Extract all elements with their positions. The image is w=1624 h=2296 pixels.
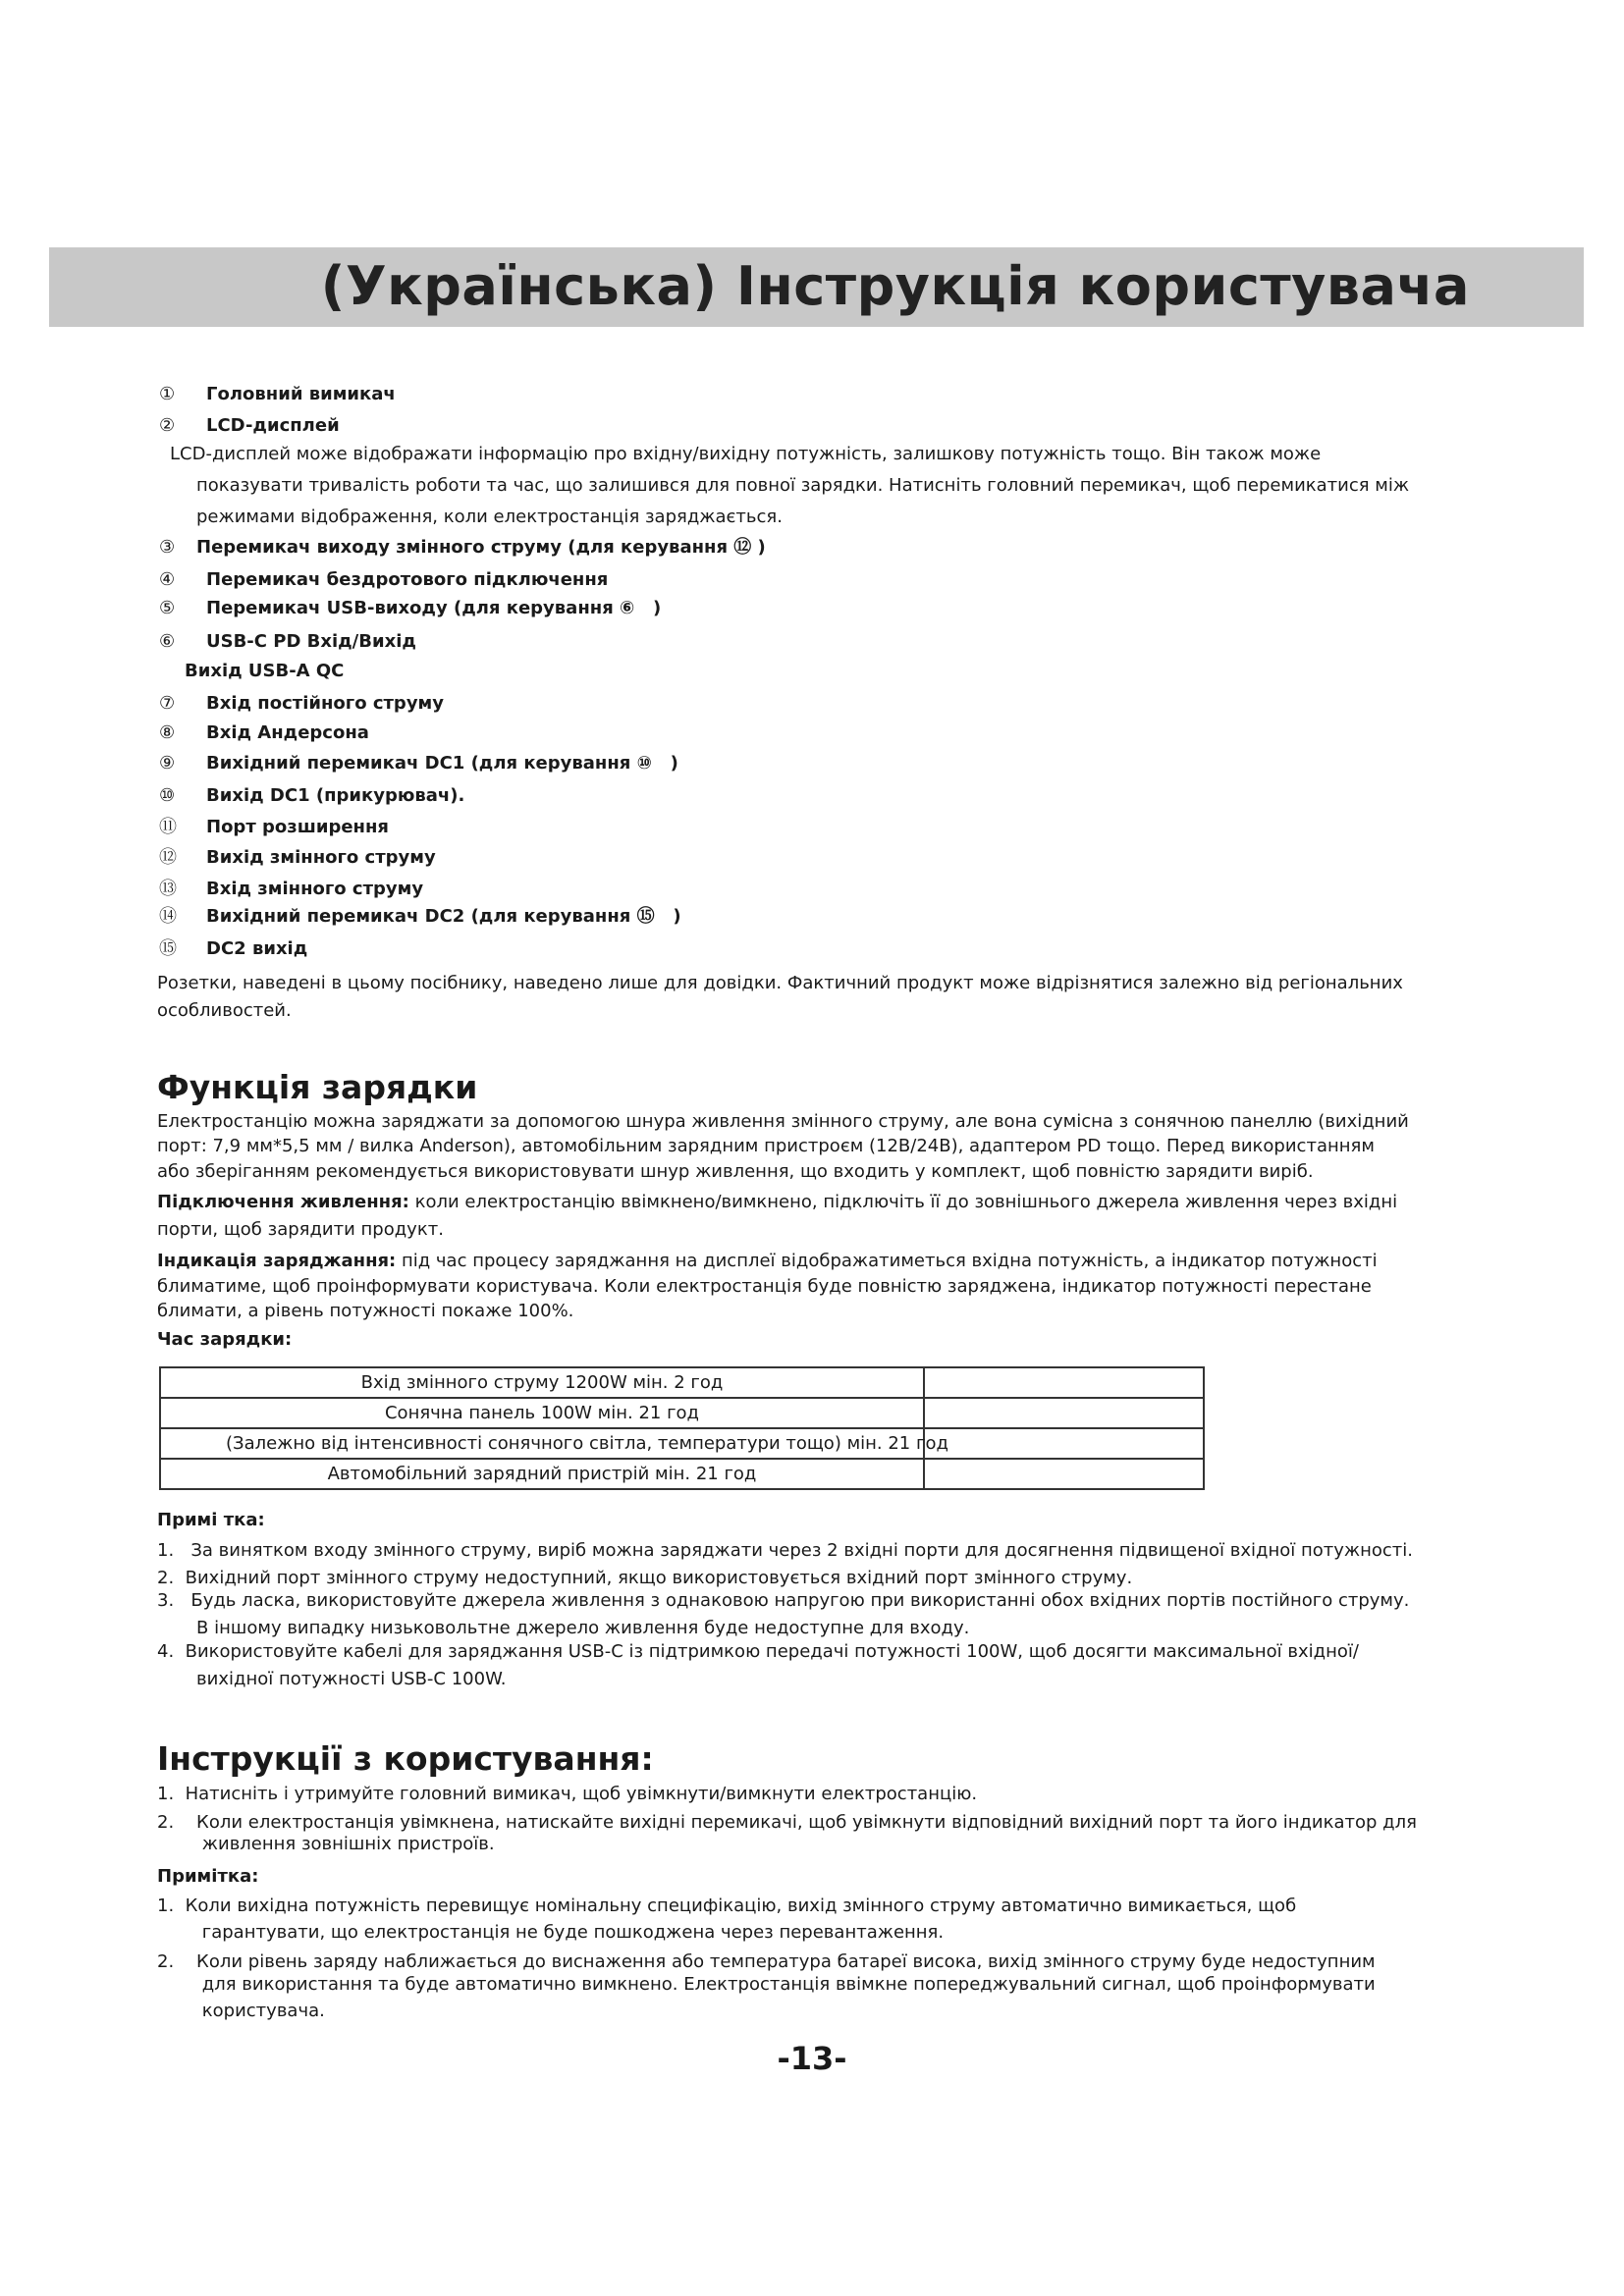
- component-item: Вихід змінного струму: [206, 847, 436, 868]
- component-item: Вихідний перемикач DC1 (для керування ⑩ ): [206, 753, 678, 774]
- item-number: ⑥: [159, 631, 176, 652]
- connect-line: порти, щоб зарядити продукт.: [157, 1219, 444, 1240]
- item-number: ⑪: [159, 817, 177, 837]
- component-item: Вхід Андерсона: [206, 722, 369, 743]
- notes-label: Примі тка:: [157, 1510, 265, 1530]
- usage-note: 1. Коли вихідна потужність перевищує номінальну специфікацію, вихід змінного струму автоматично вимикається, щоб: [157, 1896, 1297, 1916]
- component-item: Перемикач виходу змінного струму (для керування ⑫ ): [196, 537, 766, 558]
- charging-intro: або зберіганням рекомендується використовувати шнур живлення, що входить у комплект, щоб повністю зарядити виріб.: [157, 1161, 1314, 1182]
- table-cell: [924, 1367, 1204, 1398]
- component-item: Вихід DC1 (прикурювач).: [206, 785, 465, 806]
- charging-intro: порт: 7,9 мм*5,5 мм / вилка Anderson), автомобільним зарядним пристроєм (12В/24В), адаптером PD тощо. Перед використанням: [157, 1136, 1375, 1156]
- item-number: ⑫: [159, 847, 177, 868]
- indication-line: блимати, а рівень потужності покаже 100%.: [157, 1301, 574, 1321]
- indication-line: під час процесу заряджання на дисплеї відображатиметься вхідна потужність, а індикатор потужності: [396, 1251, 1378, 1271]
- item-number: ⑤: [159, 598, 176, 618]
- table-cell: (Залежно від інтенсивності сонячного світла, температури тощо) мін. 21 год: [160, 1428, 924, 1459]
- lcd-desc: LCD-дисплей може відображати інформацію про вхідну/вихідну потужність, залишкову потужність тощо. Він також може: [170, 444, 1322, 464]
- note-item: В іншому випадку низьковольтне джерело живлення буде недоступне для входу.: [157, 1618, 970, 1638]
- item-number: ④: [159, 569, 176, 590]
- indication-line: блиматиме, щоб проінформувати користувача. Коли електростанція буде повністю заряджена, індикатор потужності перестане: [157, 1276, 1372, 1297]
- component-item: LCD-дисплей: [206, 415, 340, 436]
- table-row: [160, 1459, 1204, 1489]
- usage-note: для використання та буде автоматично вимкнено. Електростанція ввімкне попереджувальний сигнал, щоб проінформувати: [157, 1974, 1376, 1995]
- table-cell: Автомобільний зарядний пристрій мін. 21 год: [160, 1459, 924, 1489]
- lcd-desc: режимами відображення, коли електростанція заряджається.: [196, 507, 783, 527]
- table-cell: Вхід змінного струму 1200W мін. 2 год: [160, 1367, 924, 1398]
- page-number: -13-: [777, 2040, 847, 2077]
- item-number: ①: [159, 384, 176, 404]
- charge-time-label: Час зарядки:: [157, 1329, 293, 1350]
- table-row: [160, 1428, 1204, 1459]
- indication-label: Індикація заряджання:: [157, 1251, 397, 1271]
- item-number: ⑧: [159, 722, 176, 743]
- title-banner: [49, 247, 1584, 327]
- section-heading-charging: Функція зарядки: [157, 1068, 478, 1106]
- connect-text: [157, 1192, 1397, 1213]
- usage-note: користувача.: [157, 2001, 325, 2021]
- item-number: ⑬: [159, 879, 177, 899]
- connect-line: коли електростанцію ввімкнено/вимкнено, підключіть її до зовнішнього джерела живлення через вхідні: [408, 1192, 1398, 1212]
- table-cell: [924, 1398, 1204, 1428]
- charge-time-table: [159, 1366, 1205, 1490]
- component-item: Перемикач бездротового підключення: [206, 569, 609, 590]
- component-item: USB-C PD Вхід/Вихід: [206, 631, 416, 652]
- component-item: Вхід змінного струму: [206, 879, 424, 899]
- note-item: 1. За винятком входу змінного струму, виріб можна заряджати через 2 вхідні порти для досягнення підвищеної вхідної потужності.: [157, 1540, 1414, 1561]
- table-cell: [924, 1459, 1204, 1489]
- usage-item: 1. Натисніть і утримуйте головний вимикач, щоб увімкнути/вимкнути електростанцію.: [157, 1784, 978, 1804]
- usage-note: 2. Коли рівень заряду наближається до виснаження або температура батареї висока, вихід змінного струму буде недоступним: [157, 1951, 1376, 1972]
- usage-item: живлення зовнішніх пристроїв.: [157, 1834, 495, 1854]
- note-text: особливостей.: [157, 1000, 292, 1021]
- table-row: [160, 1398, 1204, 1428]
- component-item: Перемикач USB-виходу (для керування ⑥ ): [206, 598, 662, 618]
- component-item: DC2 вихід: [206, 938, 308, 959]
- note-item: 4. Використовуйте кабелі для заряджання USB-C із підтримкою передачі потужності 100W, щоб досягти максимальної вхідної/: [157, 1641, 1359, 1662]
- item-number: ⑭: [159, 906, 177, 927]
- component-item: Головний вимикач: [206, 384, 396, 404]
- item-number: ③: [159, 537, 176, 558]
- note-text: Розетки, наведені в цьому посібнику, наведено лише для довідки. Фактичний продукт може відрізнятися залежно від регіональних: [157, 973, 1403, 993]
- note-item: 3. Будь ласка, використовуйте джерела живлення з однаковою напругою при використанні обох вхідних портів постійного струму.: [157, 1590, 1410, 1611]
- usage-item: 2. Коли електростанція увімкнена, натискайте вихідні перемикачі, щоб увімкнути відповідний вихідний порт та його індикатор для: [157, 1812, 1417, 1833]
- item-number: ⑦: [159, 693, 176, 714]
- item-number: ⑨: [159, 753, 176, 774]
- item-number: ②: [159, 415, 176, 436]
- lcd-desc: показувати тривалість роботи та час, що залишився для повної зарядки. Натисніть головний перемикач, щоб перемикатися між: [196, 475, 1410, 496]
- item-number: ⑩: [159, 785, 176, 806]
- component-item: Вихід USB-A QC: [185, 661, 345, 681]
- connect-label: Підключення живлення:: [157, 1192, 409, 1212]
- section-heading-usage: Інструкції з користування:: [157, 1739, 654, 1778]
- component-item: Вхід постійного струму: [206, 693, 444, 714]
- table-row: [160, 1367, 1204, 1398]
- component-item: Порт розширення: [206, 817, 389, 837]
- note-item: 2. Вихідний порт змінного струму недоступний, якщо використовується вхідний порт змінного струму.: [157, 1568, 1133, 1588]
- table-cell: [924, 1428, 1204, 1459]
- item-number: ⑮: [159, 938, 177, 959]
- charging-intro: Електростанцію можна заряджати за допомогою шнура живлення змінного струму, але вона сумісна з сонячною панеллю (вихідний: [157, 1111, 1409, 1132]
- indication-text: [157, 1251, 1378, 1272]
- note-item: вихідної потужності USB-C 100W.: [157, 1669, 507, 1689]
- usage-notes-label: Примітка:: [157, 1866, 259, 1887]
- table-cell: Сонячна панель 100W мін. 21 год: [160, 1398, 924, 1428]
- page-title: (Українська) Інструкція користувача: [320, 255, 1470, 317]
- usage-note: гарантувати, що електростанція не буде пошкоджена через перевантаження.: [157, 1922, 945, 1943]
- component-item: Вихідний перемикач DC2 (для керування ⑮ ): [206, 906, 681, 927]
